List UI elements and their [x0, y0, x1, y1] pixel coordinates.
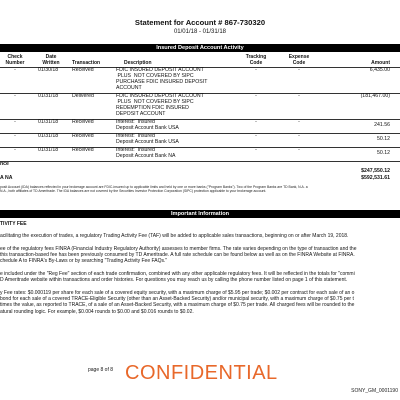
taf-p4-line3: times the value, as reported to TRACE, of a sale of an Asset-Backed Security, with a maximum charge of $0.75 per trade. All charged fees will be rounded to the [0, 302, 355, 309]
row2-expense: - [298, 93, 300, 99]
row1-desc-line1: FDIC INSURED DEPOSIT ACCOUNT [116, 67, 204, 73]
row2-date: 01/31/18 [38, 93, 59, 99]
row1-description [116, 68, 207, 92]
row5-date: 01/31/18 [38, 147, 59, 153]
col-check-number [0, 55, 30, 66]
taf-p4-line1: y Fee rates: $0.000119 per share for each sale of a covered equity security, with a maximum charge of $5.95 per trade; $0.002 per contract for each sale of an o [0, 290, 355, 296]
col-tracking-code-line1: Tracking [245, 54, 267, 60]
row4-amount: 50.12 [377, 136, 390, 142]
row2-check: - [14, 93, 16, 99]
ida-section-banner: Insured Deposit Account Activity [0, 44, 400, 52]
col-transaction: Transaction [72, 60, 101, 66]
row1-date: 01/30/18 [38, 67, 59, 73]
row3-desc-line1: Interest: Insured [116, 119, 155, 125]
taf-paragraph-2 [0, 246, 356, 265]
row1-tracking: - [255, 67, 257, 73]
row1-desc-line2: PLUS NOT COVERED BY SIPC [116, 72, 194, 79]
page-number: page 8 of 8 [88, 367, 114, 373]
bates-number: SONY_GM_0001190 [351, 388, 398, 394]
col-tracking-code [238, 55, 274, 66]
balance-value: $247,550.12 [361, 168, 390, 174]
taf-p3-line1: e included under the "Reg Fee" section of each trade confirmation, combined with any other applicable regulatory fees. It will be reflected in the totals for "commi [0, 271, 355, 277]
important-info-banner: Important Information [0, 210, 400, 218]
col-date-written-line1: Date [45, 54, 57, 60]
row4-desc-line2: Deposit Account Bank USA [116, 138, 179, 145]
row3-amount: 241.56 [374, 122, 390, 128]
balance-label-bank-na: A NA [0, 175, 13, 181]
row4-tracking: - [255, 133, 257, 139]
confidential-stamp: CONFIDENTIAL [125, 362, 278, 384]
col-check-number-line2: Number [5, 59, 25, 66]
row5-description [116, 148, 175, 160]
ida-footnote-line1: posit Account (IDA) balances reflected in your brokerage account are FDIC-insured up to applicable limits and held by one or more banks ("Program Banks"). Two of the Program Banks are TD Bank, N.A. a [0, 185, 308, 189]
row4-check: - [14, 133, 16, 139]
row3-expense: - [298, 119, 300, 125]
col-expense-code [282, 55, 316, 66]
taf-p2-line1: ee of the regulatory fees FINRA (Financial Industry Regulatory Authority) assesses to member firms. The rate varies depending on the type of transaction and the [0, 246, 357, 252]
col-date-written [36, 55, 66, 66]
row2-desc-line2: PLUS NOT COVERED BY SIPC [116, 98, 194, 105]
row2-description [116, 94, 204, 118]
taf-p2-line3: chedule A to FINRA's By-Laws or by searching "Trading Activity Fee FAQs." [0, 258, 168, 265]
row2-tracking: - [255, 93, 257, 99]
row5-tracking: - [255, 147, 257, 153]
row5-transaction: Received [72, 147, 94, 153]
row4-description [116, 134, 179, 146]
statement-date-range: 01/01/18 - 01/31/18 [173, 29, 227, 35]
taf-p3-line2: D Ameritrade website within transactions and order histories. For questions you may reach us by calling the phone number listed on page 1 of this statement. [0, 277, 348, 284]
taf-p4-line2: bond for each sale of a covered TRACE-Eligible Security (other than an Asset-Backed Security) and/or municipal security, with a maximum charge of $0.75 per t [0, 296, 354, 303]
row3-tracking: - [255, 119, 257, 125]
row4-desc-line1: Interest: Insured [116, 133, 155, 139]
row1-amount: 6,435.00 [369, 67, 390, 73]
statement-title: Statement for Account # 867-730320 [134, 18, 266, 27]
taf-p2-line2: this transaction-based fee has been previously consumed by TD Ameritrade. A full rate schedule can be found below as well as on the FINRA Website at FINRA. [0, 252, 355, 259]
row4-expense: - [298, 133, 300, 139]
row1-desc-line4: ACCOUNT [116, 84, 142, 91]
row-divider [0, 119, 400, 120]
row2-desc-line4: DEPOSIT ACCOUNT [116, 110, 166, 117]
row3-check: - [14, 119, 16, 125]
row2-desc-line1: FDIC INSURED DEPOSIT ACCOUNT [116, 93, 204, 99]
taf-p1-line1: acilitating the execution of trades, a regulatory Trading Activity Fee (TAF) will be added to applicable sales transactions, beginning on or after March 19, 2018. [0, 233, 349, 239]
taf-paragraph-4 [0, 290, 354, 315]
col-tracking-code-line2: Code [249, 59, 263, 66]
row-divider [0, 161, 400, 162]
row5-amount: 50.12 [377, 150, 390, 156]
row-divider [0, 133, 400, 134]
col-expense-code-line1: Expense [288, 54, 310, 60]
row5-expense: - [298, 147, 300, 153]
row4-transaction: Received [72, 133, 94, 139]
ida-footnote-line2: N.A., both affiliates of TD Ameritrade. The IDA balances are not covered by the Securities Investor Protection Corporation (SIPC) protection applicable to your brokerage account. [0, 189, 267, 193]
balance-value-bank-na: $592,531.61 [361, 175, 390, 181]
row2-amount: (181,467.00) [360, 93, 390, 99]
row2-transaction: Delivered [72, 93, 94, 99]
taf-p4-line4: atural rounding logic. For example, $0.004 rounds to $0.00 and $0.016 rounds to $0.02. [0, 308, 194, 315]
col-description: Description [124, 60, 152, 66]
taf-paragraph-3 [0, 271, 355, 283]
col-check-number-line1: Check [7, 54, 23, 60]
row1-expense: - [298, 67, 300, 73]
col-expense-code-line2: Code [292, 59, 306, 66]
taf-heading: TIVITY FEE [0, 221, 27, 227]
row2-desc-line3: REDEMPTION FDIC INSURED [116, 104, 189, 111]
row1-transaction: Received [72, 67, 94, 73]
row5-desc-line2: Deposit Account Bank NA [116, 152, 176, 159]
row3-transaction: Received [72, 119, 94, 125]
col-date-written-line2: Written [42, 59, 60, 66]
taf-paragraph-1 [0, 233, 348, 239]
row-divider [0, 147, 400, 148]
row1-desc-line3: PURCHASE FDIC INSURED DEPOSIT [116, 78, 208, 85]
col-amount: Amount [371, 60, 390, 66]
row5-check: - [14, 147, 16, 153]
row4-date: 01/31/18 [38, 133, 59, 139]
row5-desc-line1: Interest: Insured [116, 147, 155, 153]
row3-description [116, 120, 179, 132]
row1-check: - [14, 67, 16, 73]
row3-date: 01/31/18 [38, 119, 59, 125]
balance-label: nce [0, 161, 9, 167]
row3-desc-line2: Deposit Account Bank USA [116, 124, 179, 131]
